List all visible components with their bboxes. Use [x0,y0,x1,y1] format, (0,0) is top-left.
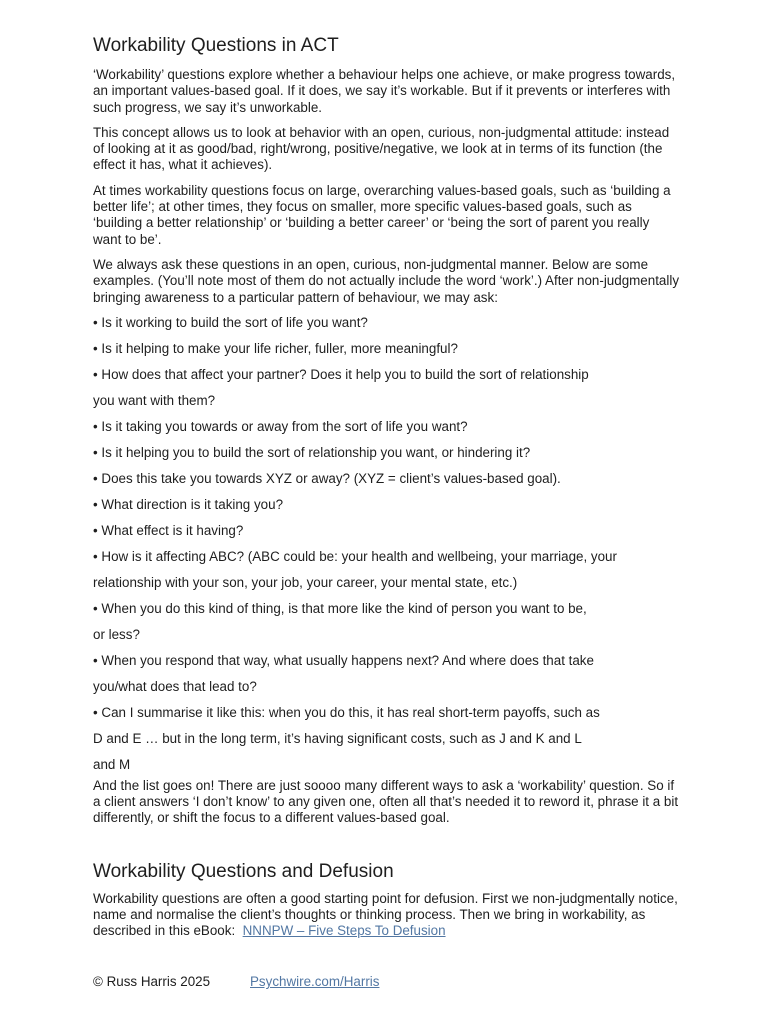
list-item: • Does this take you towards XYZ or away? (XYZ = client’s values-based goal). [93,470,561,486]
footer [93,973,379,991]
list-item-continuation: you/what does that lead to? [93,678,257,694]
list-item: • When you respond that way, what usually happens next? And where does that take [93,652,594,668]
list-item-continuation: you want with them? [93,392,216,408]
document-page [93,34,681,949]
list-item: • How does that affect your partner? Does it help you to build the sort of relationship [93,366,589,382]
list-item: • Is it helping you to build the sort of relationship you want, or hindering it? [93,444,531,460]
paragraph-defusion [93,891,681,940]
list-item-continuation: or less? [93,626,140,642]
list-item: • What direction is it taking you? [93,496,284,512]
section-title-workability: Workability Questions in ACT [93,35,339,56]
paragraph-goals: At times workability questions focus on large, overarching values-based goals, such as ‘building a better life’; at other times, they focus on smaller, more specific values-based goals, such as ‘building a better relationship’ or ‘building a better career’ or ‘being the sort of parent you really want to be’. [93,182,671,247]
psychwire-link[interactable]: Psychwire.com/Harris [250,974,380,989]
list-item-continuation: relationship with your son, your job, your career, your mental state, etc.) [93,574,518,590]
list-item: • How is it affecting ABC? (ABC could be: your health and wellbeing, your marriage, your [93,548,617,564]
list-item-continuation: and M [93,756,131,772]
copyright-text: © Russ Harris 2025 [93,974,211,989]
list-item: • Is it helping to make your life richer, fuller, more meaningful? [93,340,458,356]
defusion-text: Workability questions are often a good starting point for defusion. First we non-judgmentally notice, name and normalise the client’s thoughts or thinking process. Then we bring in workability, as described in this eBook: [93,890,678,939]
paragraph-closing: And the list goes on! There are just soooo many different ways to ask a ‘workability’ question. So if a client answers ‘I don’t know’ to any given one, often all that’s needed it to reword it, phrase it a bit differently, or shift the focus to a different values-based goal. [93,777,679,826]
paragraph-intro: ‘Workability’ questions explore whether a behaviour helps one achieve, or make progress towards, an important values-based goal. If it does, we say it’s workable. But if it prevents or interferes with such progress, we say it’s unworkable. [93,67,676,115]
list-item-continuation: D and E … but in the long term, it’s having significant costs, such as J and K and L [93,730,582,746]
question-list [93,310,681,778]
paragraph-concept: This concept allows us to look at behavior with an open, curious, non-judgmental attitude: instead of looking at it as good/bad, right/wrong, positive/negative, we look at in terms of its function (the effect it has, what it achieves). [93,124,670,173]
list-item: • Is it taking you towards or away from the sort of life you want? [93,418,468,434]
ebook-link[interactable]: NNNPW – Five Steps To Defusion [242,923,446,939]
paragraph-examples-intro: We always ask these questions in an open, curious, non-judgmental manner. Below are some examples. (You’ll note most of them do not actually include the word ‘work’.) After non-judgmentally bringing awareness to a particular pattern of behaviour, we may ask: [93,256,680,305]
list-item: • Can I summarise it like this: when you do this, it has real short-term payoffs, such as [93,704,600,720]
list-item: • When you do this kind of thing, is that more like the kind of person you want to be, [93,600,587,616]
list-item: • Is it working to build the sort of life you want? [93,314,368,330]
section-title-defusion: Workability Questions and Defusion [93,860,394,882]
list-item: • What effect is it having? [93,522,244,538]
